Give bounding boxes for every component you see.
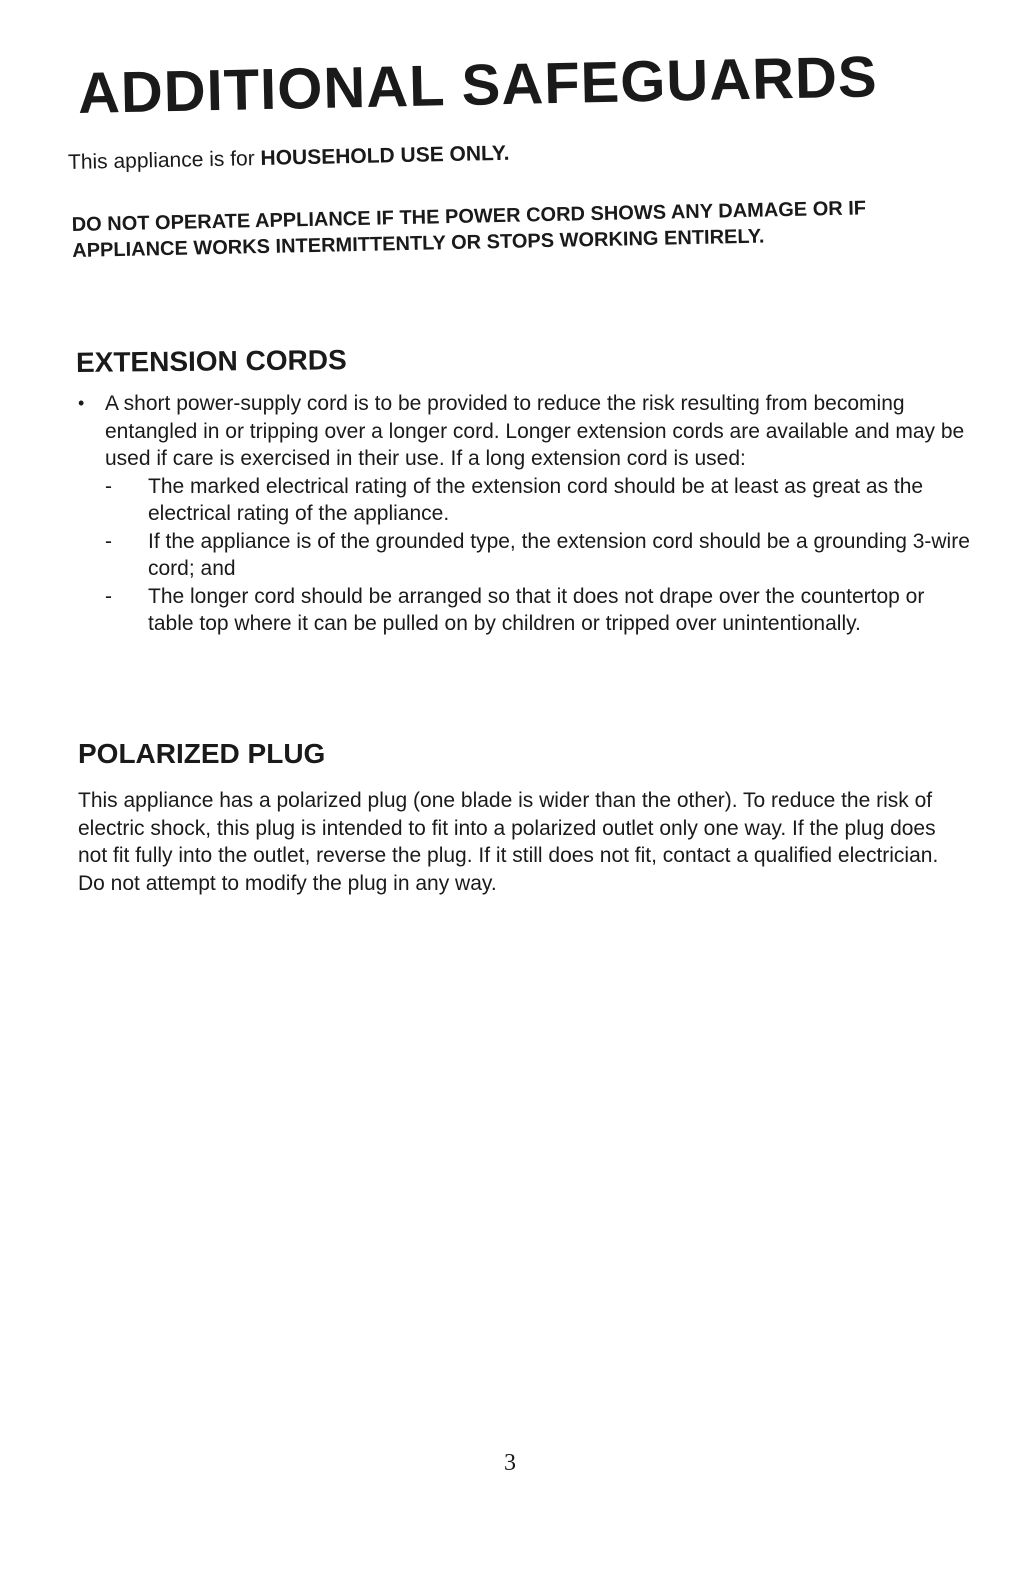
polarized-plug-text: This appliance has a polarized plug (one blade is wider than the other). To reduce the risk of electric shock, this plug is intended to fit into a polarized outlet only one way. If the plug does not fit fully into the outlet, reverse the plug. If it still does not fit, contact a qualified electrician. Do not attempt to modify the plug in any way. <box>78 789 939 895</box>
polarized-plug-heading: POLARIZED PLUG <box>78 738 326 769</box>
sub-item-text: The marked electrical rating of the extension cord should be at least as great as the electrical rating of the appliance. <box>148 474 924 525</box>
household-notice-emphasis: HOUSEHOLD USE ONLY. <box>260 141 510 170</box>
sub-item-text: If the appliance is of the grounded type, the extension cord should be a grounding 3-wire cord; and <box>148 529 970 580</box>
power-cord-warning: DO NOT OPERATE APPLIANCE IF THE POWER CORD SHOWS ANY DAMAGE OR IF APPLIANCE WORKS INTERMITTENTLY OR STOPS WORKING ENTIRELY. <box>71 197 867 263</box>
sub-list-item <box>105 528 978 583</box>
sub-list-item <box>105 473 978 528</box>
list-item <box>78 390 978 473</box>
bullet-icon: • <box>78 393 85 413</box>
sub-item-text: The longer cord should be arranged so that it does not drape over the countertop or table top where it can be pulled on by children or tripped over unintentionally. <box>148 584 925 635</box>
sub-list-item <box>105 583 978 638</box>
bullet-text: A short power-supply cord is to be provided to reduce the risk resulting from becoming entangled in or tripping over a longer cord. Longer extension cords are available and may be used if care is exercised in their use. If a long extension cord is used: <box>105 392 965 470</box>
dash-icon: - <box>105 584 112 608</box>
extension-cords-heading: EXTENSION CORDS <box>75 344 347 378</box>
dash-icon: - <box>105 474 112 498</box>
page-number: 3 <box>504 1450 516 1476</box>
page-title: ADDITIONAL SAFEGUARDS <box>77 44 879 126</box>
household-notice-prefix: This appliance is for <box>67 146 261 174</box>
household-use-notice <box>68 141 510 175</box>
dash-icon: - <box>105 529 112 553</box>
extension-cords-section <box>78 390 978 638</box>
